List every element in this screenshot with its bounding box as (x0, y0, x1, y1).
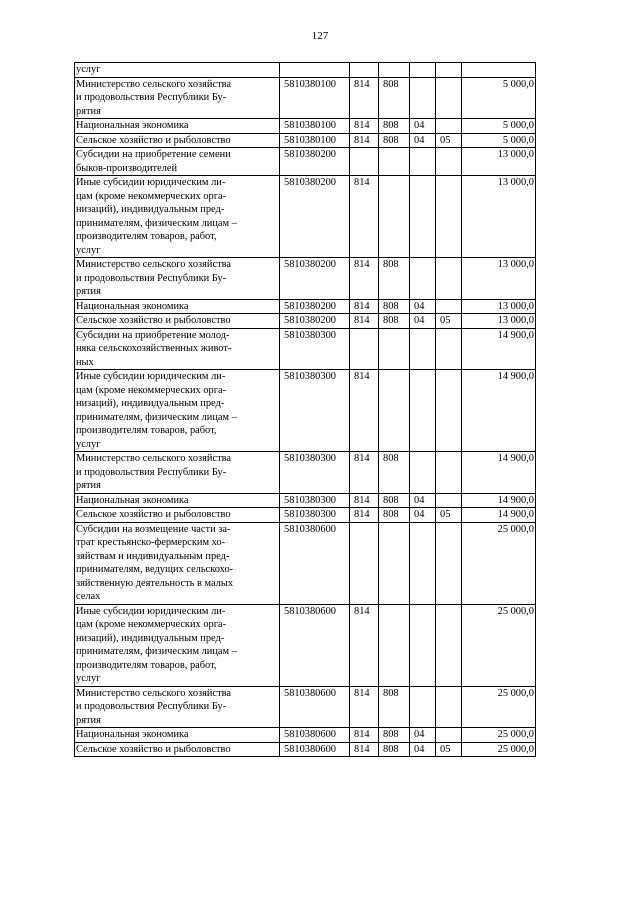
row-section (379, 328, 410, 370)
row-vr (436, 742, 462, 757)
row-name-text: Министерство сельского хозяйства и продовольствия Республики Бу- рятия (76, 259, 232, 297)
row-section (379, 522, 410, 604)
row-amount (462, 119, 536, 134)
row-name-text: Сельское хозяйство и рыболовство (76, 315, 231, 326)
row-grbs (350, 728, 379, 743)
row-code (280, 299, 350, 314)
row-name (75, 176, 280, 258)
table-row (75, 686, 536, 728)
row-vr (436, 522, 462, 604)
row-name (75, 728, 280, 743)
row-grbs-text: 814 (354, 177, 370, 188)
row-section (379, 508, 410, 523)
row-subsection (410, 452, 436, 494)
row-section (379, 728, 410, 743)
row-name (75, 258, 280, 300)
row-amount-text: 25 000,0 (497, 605, 534, 617)
row-name-text: Сельское хозяйство и рыболовство (76, 134, 231, 146)
row-subsection (410, 258, 436, 300)
row-name (75, 493, 280, 508)
row-section-text: 808 (383, 729, 399, 740)
row-amount (462, 314, 536, 329)
row-vr (436, 728, 462, 743)
row-grbs-text: 814 (354, 453, 370, 464)
row-code (280, 77, 350, 119)
row-code (280, 728, 350, 743)
row-code (280, 119, 350, 134)
row-subsection-text: 04 (414, 729, 425, 740)
row-name-text: Сельское хозяйство и рыболовство (76, 509, 231, 520)
row-grbs (350, 370, 379, 452)
row-code-text: 5810380600 (284, 729, 336, 740)
row-grbs-text: 814 (354, 729, 370, 740)
row-name-text: Национальная экономика (76, 494, 189, 506)
row-grbs (350, 148, 379, 176)
table-row (75, 508, 536, 523)
row-section (379, 148, 410, 176)
row-section (379, 299, 410, 314)
row-name-text: Национальная экономика (76, 300, 189, 312)
row-code (280, 314, 350, 329)
row-grbs (350, 508, 379, 523)
row-code-text: 5810380300 (284, 494, 336, 506)
row-amount (462, 328, 536, 370)
row-name-text: Субсидии на возмещение части за- трат крестьянско-фермерским хо- зяйствам и индивидуальным пред- принимателям, ведущих сельскохо- зяйственную деятельность в малых селах (76, 523, 234, 602)
row-subsection (410, 508, 436, 523)
row-amount-text: 13 000,0 (497, 177, 534, 188)
row-name-text: Иные субсидии юридическим ли- цам (кроме некоммерческих орга- низаций), индивидуальным пред- принимателям, физическим лицам – производителям товаров, работ, услуг (76, 605, 237, 684)
row-code-text: 5810380100 (284, 78, 336, 90)
row-section (379, 314, 410, 329)
row-section (379, 133, 410, 148)
row-code (280, 452, 350, 494)
row-code (280, 176, 350, 258)
row-subsection (410, 328, 436, 370)
row-grbs-text: 814 (354, 300, 370, 312)
row-subsection (410, 119, 436, 134)
row-section (379, 742, 410, 757)
table-row (75, 176, 536, 258)
row-name-text: Национальная экономика (76, 729, 189, 740)
row-name (75, 63, 280, 78)
row-section-text: 808 (383, 134, 399, 146)
row-section (379, 370, 410, 452)
row-subsection (410, 493, 436, 508)
row-section (379, 119, 410, 134)
row-subsection (410, 176, 436, 258)
table-row (75, 522, 536, 604)
row-section-text: 808 (383, 259, 399, 270)
row-amount-text: 25 000,0 (497, 687, 534, 699)
row-code (280, 493, 350, 508)
row-grbs (350, 133, 379, 148)
row-subsection (410, 522, 436, 604)
row-amount-text: 5 000,0 (502, 78, 534, 90)
row-vr (436, 148, 462, 176)
row-grbs (350, 258, 379, 300)
row-name (75, 299, 280, 314)
row-code-text: 5810380300 (284, 371, 336, 382)
row-grbs-text: 814 (354, 120, 370, 131)
row-amount-text: 14 900,0 (497, 329, 534, 341)
row-subsection-text: 04 (414, 300, 425, 312)
table-row (75, 119, 536, 134)
row-section-text: 808 (383, 315, 399, 326)
table-row (75, 493, 536, 508)
row-grbs (350, 328, 379, 370)
row-section-text: 808 (383, 300, 399, 312)
row-name-text: Иные субсидии юридическим ли- цам (кроме некоммерческих орга- низаций), индивидуальным пред- принимателям, физическим лицам – производителям товаров, работ, услуг (76, 371, 237, 450)
row-subsection-text: 04 (414, 120, 425, 131)
row-code-text: 5810380600 (284, 605, 336, 617)
row-amount (462, 148, 536, 176)
row-grbs (350, 119, 379, 134)
row-code-text: 5810380200 (284, 300, 336, 312)
row-section (379, 258, 410, 300)
row-amount-text: 25 000,0 (497, 729, 534, 740)
row-amount (462, 508, 536, 523)
row-amount (462, 452, 536, 494)
row-section (379, 686, 410, 728)
row-name-text: Министерство сельского хозяйства и продовольствия Республики Бу- рятия (76, 453, 232, 491)
row-vr-text: 05 (440, 743, 451, 755)
row-subsection (410, 63, 436, 78)
row-name-text: Министерство сельского хозяйства и продовольствия Республики Бу- рятия (76, 687, 232, 726)
budget-table-body (75, 63, 536, 757)
row-amount (462, 370, 536, 452)
row-code (280, 686, 350, 728)
budget-table (74, 62, 536, 757)
row-subsection (410, 299, 436, 314)
row-name (75, 370, 280, 452)
row-code-text: 5810380300 (284, 509, 336, 520)
row-code-text: 5810380600 (284, 523, 336, 535)
row-name (75, 328, 280, 370)
row-subsection (410, 148, 436, 176)
row-amount-text: 5 000,0 (502, 120, 534, 131)
row-amount-text: 25 000,0 (497, 523, 534, 535)
row-code-text: 5810380200 (284, 259, 336, 270)
table-row (75, 299, 536, 314)
row-vr (436, 77, 462, 119)
row-section (379, 176, 410, 258)
row-amount-text: 5 000,0 (502, 134, 534, 146)
row-vr-text: 05 (440, 134, 451, 146)
row-section (379, 493, 410, 508)
row-grbs-text: 814 (354, 315, 370, 326)
row-subsection (410, 370, 436, 452)
row-grbs-text: 814 (354, 743, 370, 755)
row-code-text: 5810380100 (284, 134, 336, 146)
row-name-text: Министерство сельского хозяйства и продовольствия Республики Бу- рятия (76, 78, 232, 117)
row-code (280, 370, 350, 452)
row-grbs (350, 314, 379, 329)
row-name (75, 604, 280, 686)
row-subsection (410, 686, 436, 728)
row-subsection-text: 04 (414, 743, 425, 755)
row-name-text: Сельское хозяйство и рыболовство (76, 743, 231, 755)
row-amount-text: 13 000,0 (497, 300, 534, 312)
row-code (280, 508, 350, 523)
row-amount (462, 742, 536, 757)
row-section-text: 808 (383, 494, 399, 506)
row-section-text: 808 (383, 687, 399, 699)
row-vr-text: 05 (440, 509, 451, 520)
row-name (75, 133, 280, 148)
row-grbs-text: 814 (354, 687, 370, 699)
row-section (379, 452, 410, 494)
table-row (75, 63, 536, 78)
row-subsection (410, 314, 436, 329)
row-name (75, 148, 280, 176)
row-code (280, 258, 350, 300)
row-vr (436, 299, 462, 314)
row-name (75, 742, 280, 757)
row-code (280, 148, 350, 176)
row-amount-text: 14 900,0 (497, 494, 534, 506)
table-row (75, 133, 536, 148)
table-row (75, 370, 536, 452)
row-grbs (350, 63, 379, 78)
row-amount (462, 686, 536, 728)
row-vr (436, 258, 462, 300)
table-row (75, 258, 536, 300)
row-grbs-text: 814 (354, 259, 370, 270)
row-vr (436, 452, 462, 494)
row-vr (436, 686, 462, 728)
row-vr (436, 176, 462, 258)
page-number: 127 (311, 30, 329, 42)
row-grbs-text: 814 (354, 494, 370, 506)
row-grbs (350, 686, 379, 728)
row-code-text: 5810380600 (284, 687, 336, 699)
row-grbs (350, 604, 379, 686)
row-code (280, 604, 350, 686)
row-section-text: 808 (383, 78, 399, 90)
row-grbs-text: 814 (354, 134, 370, 146)
row-code-text: 5810380600 (284, 743, 336, 755)
row-vr (436, 493, 462, 508)
row-name-text: Иные субсидии юридическим ли- цам (кроме некоммерческих орга- низаций), индивидуальным пред- принимателям, физическим лицам – производителям товаров, работ, услуг (76, 177, 237, 256)
row-grbs-text: 814 (354, 78, 370, 90)
row-name-text: Субсидии на приобретение семени быков-производителей (76, 149, 231, 174)
row-grbs (350, 176, 379, 258)
row-code (280, 742, 350, 757)
row-subsection (410, 728, 436, 743)
row-section-text: 808 (383, 120, 399, 131)
row-grbs (350, 742, 379, 757)
row-amount-text: 13 000,0 (497, 315, 534, 326)
row-section (379, 77, 410, 119)
row-name (75, 508, 280, 523)
row-code (280, 328, 350, 370)
row-code-text: 5810380300 (284, 329, 336, 341)
row-amount-text: 14 900,0 (497, 453, 534, 464)
row-grbs-text: 814 (354, 605, 370, 617)
row-grbs (350, 452, 379, 494)
row-code-text: 5810380200 (284, 315, 336, 326)
table-row (75, 452, 536, 494)
row-grbs (350, 522, 379, 604)
row-code-text: 5810380100 (284, 120, 336, 131)
row-subsection-text: 04 (414, 315, 425, 326)
row-amount-text: 14 900,0 (497, 371, 534, 382)
row-code-text: 5810380300 (284, 453, 336, 464)
table-row (75, 328, 536, 370)
table-row (75, 148, 536, 176)
row-amount-text: 13 000,0 (497, 149, 534, 160)
row-grbs-text: 814 (354, 509, 370, 520)
row-grbs (350, 77, 379, 119)
row-amount (462, 299, 536, 314)
row-amount-text: 25 000,0 (497, 743, 534, 755)
table-row (75, 742, 536, 757)
row-code-text: 5810380200 (284, 177, 336, 188)
row-amount-text: 14 900,0 (497, 509, 534, 520)
row-name (75, 686, 280, 728)
row-vr-text: 05 (440, 315, 451, 326)
row-amount (462, 728, 536, 743)
row-name-text: услуг (76, 64, 101, 75)
row-subsection (410, 604, 436, 686)
row-subsection (410, 742, 436, 757)
row-section-text: 808 (383, 743, 399, 755)
row-name (75, 119, 280, 134)
row-code (280, 63, 350, 78)
row-section (379, 604, 410, 686)
row-section-text: 808 (383, 453, 399, 464)
row-name (75, 452, 280, 494)
row-name-text: Национальная экономика (76, 120, 189, 131)
table-row (75, 604, 536, 686)
row-grbs-text: 814 (354, 371, 370, 382)
row-subsection-text: 04 (414, 134, 425, 146)
row-amount (462, 77, 536, 119)
row-amount (462, 63, 536, 78)
row-vr (436, 314, 462, 329)
row-section-text: 808 (383, 509, 399, 520)
row-amount (462, 133, 536, 148)
row-vr (436, 119, 462, 134)
row-subsection (410, 77, 436, 119)
row-code (280, 133, 350, 148)
row-amount (462, 522, 536, 604)
table-row (75, 77, 536, 119)
row-amount (462, 604, 536, 686)
row-name-text: Субсидии на приобретение молод- няка сельскохозяйственных живот- ных (76, 329, 232, 368)
table-row (75, 314, 536, 329)
row-subsection-text: 04 (414, 509, 425, 520)
row-amount (462, 176, 536, 258)
row-amount-text: 13 000,0 (497, 259, 534, 270)
row-vr (436, 133, 462, 148)
row-vr (436, 370, 462, 452)
row-vr (436, 328, 462, 370)
row-subsection (410, 133, 436, 148)
row-name (75, 522, 280, 604)
row-grbs (350, 493, 379, 508)
row-grbs (350, 299, 379, 314)
row-vr (436, 508, 462, 523)
row-subsection-text: 04 (414, 494, 425, 506)
table-row (75, 728, 536, 743)
row-vr (436, 604, 462, 686)
row-code (280, 522, 350, 604)
row-name (75, 314, 280, 329)
row-section (379, 63, 410, 78)
row-vr (436, 63, 462, 78)
row-name (75, 77, 280, 119)
row-amount (462, 258, 536, 300)
row-amount (462, 493, 536, 508)
row-code-text: 5810380200 (284, 149, 336, 160)
